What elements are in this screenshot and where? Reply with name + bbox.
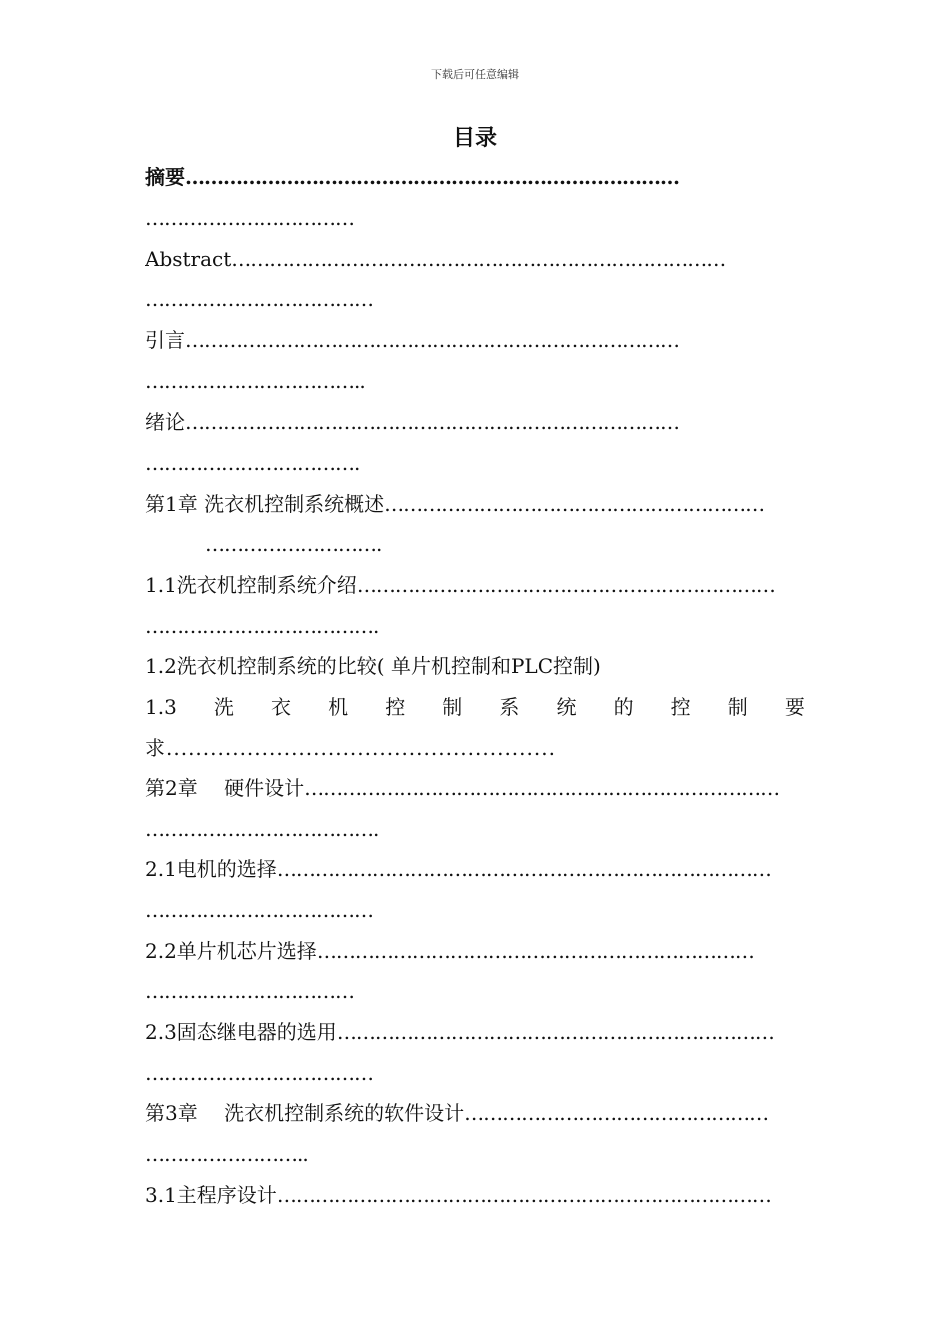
toc-word: 衣 (271, 695, 291, 719)
toc-word: 制 (727, 695, 748, 719)
toc-entry-label: 3.1主程序设计 (145, 1183, 277, 1207)
toc-entry-preface[interactable] (145, 326, 805, 354)
toc-leader-dots: ………………………………………………………………… (304, 776, 780, 800)
toc-leader-dots: …………………………………………………………………… (276, 857, 771, 881)
toc-leader-continuation: ………………………. (205, 532, 382, 556)
toc-entry-label: 摘要 (145, 165, 185, 189)
toc-leader-continuation: ………………………………. (145, 817, 379, 841)
toc-entry-3-1[interactable] (145, 1181, 805, 1209)
toc-entry-chapter-1[interactable] (145, 490, 805, 518)
toc-entry-label: 1.2洗衣机控制系统的比较( 单片机控制和PLC控制) (145, 654, 601, 678)
toc-entry-2-3[interactable] (145, 1018, 805, 1046)
toc-word: 的 (613, 695, 634, 719)
toc-word: 控 (385, 695, 406, 719)
toc-entry-1-2[interactable] (145, 652, 805, 680)
toc-leader-continuation: …………………………… (145, 979, 354, 1003)
toc-leader-dots: …………………………………………………… (384, 492, 765, 516)
toc-entry-label: 2.2单片机芯片选择 (145, 939, 317, 963)
toc-leader-dots: …………………………………………………………………… (185, 328, 679, 352)
toc-entry-1-3[interactable] (145, 693, 805, 721)
toc-entry-label: 第1章 洗衣机控制系统概述 (145, 492, 385, 516)
toc-word: 1.3 (145, 695, 177, 719)
toc-word: 控 (670, 695, 691, 719)
toc-entry-chapter-3[interactable] (145, 1099, 805, 1127)
toc-entry-abstract-cn[interactable] (145, 163, 805, 191)
toc-entry-label: 第3章 洗衣机控制系统的软件设计 (145, 1101, 465, 1125)
toc-entry-chapter-2[interactable] (145, 774, 805, 802)
toc-word: 要 (784, 695, 805, 719)
toc-title: 目录 (452, 125, 497, 151)
toc-entry-label: 绪论 (145, 410, 185, 434)
toc-leader-dots: ………………………………………………………… (356, 573, 775, 597)
toc-entry-2-2[interactable] (145, 937, 805, 965)
toc-leader-dots: …………………………………………………………………… (185, 165, 679, 189)
page-header: 下载后可任意编辑 (431, 68, 519, 81)
toc-leader-dots: …………………………………………………………………… (231, 247, 726, 271)
toc-leader-continuation: ………………………………. (145, 614, 379, 638)
toc-word: 机 (328, 695, 349, 719)
toc-leader-continuation: …………………….. (145, 1142, 308, 1166)
toc-leader-continuation: 求..................................................... (145, 736, 556, 760)
toc-entry-1-1[interactable] (145, 571, 805, 599)
toc-entry-2-1[interactable] (145, 855, 805, 883)
toc-word: 统 (556, 695, 577, 719)
toc-leader-dots: …………………………………………………………… (316, 939, 754, 963)
toc-word: 系 (499, 695, 520, 719)
toc-entry-abstract-en[interactable] (145, 245, 805, 273)
toc-entry-label: 第2章 硬件设计 (145, 776, 305, 800)
toc-leader-continuation: …………………………… (145, 206, 354, 230)
toc-leader-continuation: …………………………….. (145, 369, 365, 393)
toc-entry-label: Abstract (145, 247, 232, 271)
toc-leader-dots: …………………………………………………………………… (185, 410, 679, 434)
toc-entry-label: 1.1洗衣机控制系统介绍 (145, 573, 357, 597)
toc-entry-label: 引言 (145, 328, 185, 352)
toc-entry-label: 2.3固态继电器的选用 (145, 1020, 337, 1044)
toc-leader-continuation: ……………………………. (145, 451, 360, 475)
toc-entry-label: 2.1电机的选择 (145, 857, 277, 881)
toc-word: 制 (442, 695, 463, 719)
toc-leader-dots: ………………………………………… (464, 1101, 769, 1125)
toc-entry-introduction[interactable] (145, 408, 805, 436)
toc-leader-continuation: ……………………………… (145, 287, 373, 311)
toc-leader-dots: …………………………………………………………………… (276, 1183, 771, 1207)
toc-leader-dots: …………………………………………………………… (336, 1020, 774, 1044)
toc-leader-continuation: ……………………………… (145, 898, 373, 922)
toc-leader-continuation: ……………………………… (145, 1061, 373, 1085)
toc-word: 洗 (213, 695, 234, 719)
